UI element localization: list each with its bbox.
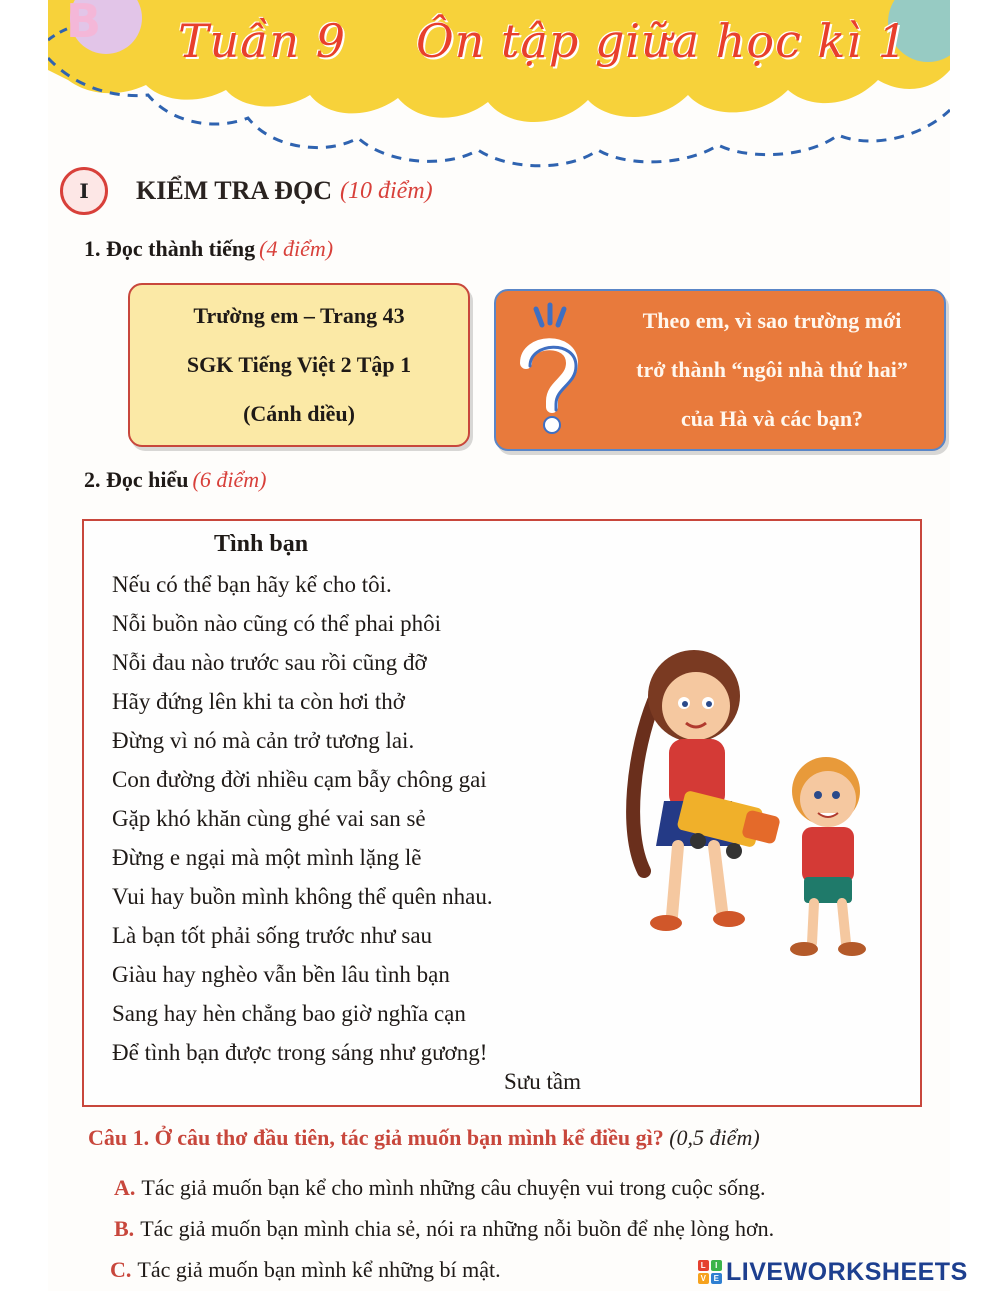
logo-letter: E — [711, 1273, 722, 1284]
part1-label: 1. Đọc thành tiếng — [84, 236, 256, 261]
corner-letter: B — [66, 0, 102, 48]
question-mark-icon — [514, 301, 584, 441]
poem-line: Là bạn tốt phải sống trước như sau — [112, 923, 433, 948]
part1-heading — [84, 236, 333, 262]
liveworksheets-watermark — [698, 1257, 968, 1287]
reading-line-3: (Cánh diều) — [243, 401, 355, 427]
logo-letter: I — [711, 1260, 722, 1271]
option-c-letter: C. — [110, 1257, 132, 1282]
section-number-badge: I — [60, 167, 108, 215]
option-a-text: Tác giả muốn bạn kể cho mình những câu chuyện vui trong cuộc sống. — [141, 1175, 766, 1200]
reading-line-2: SGK Tiếng Việt 2 Tập 1 — [186, 351, 412, 377]
title-label: Ôn tập giữa học kì 1 — [416, 14, 908, 68]
question-1-text: Câu 1. Ở câu thơ đầu tiên, tác giả muốn bạn mình kể điều gì? — [88, 1125, 664, 1150]
poem-line: Hãy đứng lên khi ta còn hơi thở — [112, 689, 405, 714]
option-c-text: Tác giả muốn bạn mình kể những bí mật. — [137, 1257, 501, 1282]
children-illustration — [614, 631, 904, 961]
section-heading — [60, 168, 433, 214]
poem-source: Sưu tầm — [504, 1069, 581, 1094]
option-a[interactable] — [114, 1175, 766, 1201]
poem-line: Sang hay hèn chẳng bao giờ nghĩa cạn — [112, 1001, 466, 1026]
logo-letter: V — [698, 1273, 709, 1284]
option-b-letter: B. — [114, 1216, 135, 1241]
option-c[interactable] — [110, 1257, 501, 1283]
worksheet-page — [48, 0, 950, 1291]
watermark-text: LIVEWORKSHEETS — [726, 1257, 968, 1286]
part2-label: 2. Đọc hiểu — [84, 467, 189, 492]
question-line-1: Theo em, vì sao trường mới — [642, 308, 902, 334]
oral-question-box — [494, 289, 946, 451]
poem-title: Tình bạn — [214, 531, 309, 557]
poem-line: Con đường đời nhiều cạm bẫy chông gai — [112, 767, 487, 792]
poem-line: Đừng vì nó mà cản trở tương lai. — [112, 728, 415, 753]
page-title — [178, 14, 938, 68]
poem-line: Giàu hay nghèo vẫn bền lâu tình bạn — [112, 962, 450, 987]
reading-assignment-box — [128, 283, 470, 447]
question-1-prompt — [88, 1125, 760, 1151]
poem-line: Để tình bạn được trong sáng như gương! — [112, 1040, 488, 1065]
part2-score: (6 điểm) — [192, 467, 267, 492]
part2-heading — [84, 467, 266, 493]
section-score: (10 điểm) — [340, 177, 433, 204]
question-1-score: (0,5 điểm) — [669, 1125, 760, 1150]
poem-line: Nỗi đau nào trước sau rồi cũng đỡ — [112, 650, 427, 675]
option-a-letter: A. — [114, 1175, 136, 1200]
poem-line: Vui hay buồn mình không thể quên nhau. — [112, 884, 493, 909]
poem-line: Nỗi buồn nào cũng có thể phai phôi — [112, 611, 441, 636]
option-b-text: Tác giả muốn bạn mình chia sẻ, nói ra những nỗi buồn để nhẹ lòng hơn. — [140, 1216, 775, 1241]
week-label: Tuần 9 — [178, 14, 347, 68]
question-line-2: trở thành “ngôi nhà thứ hai” — [636, 356, 908, 382]
part1-score: (4 điểm) — [259, 236, 334, 261]
option-b[interactable] — [114, 1216, 774, 1242]
poem-line: Gặp khó khăn cùng ghé vai san sẻ — [112, 806, 426, 831]
poem-lines — [112, 565, 493, 1072]
poem-line: Đừng e ngại mà một mình lặng lẽ — [112, 845, 422, 870]
reading-line-1: Trường em – Trang 43 — [193, 302, 405, 328]
section-title: KIỂM TRA ĐỌC — [136, 176, 332, 205]
question-line-3: của Hà và các bạn? — [680, 405, 864, 431]
liveworksheets-logo-icon — [698, 1260, 722, 1284]
logo-letter: L — [698, 1260, 709, 1271]
poem-box — [82, 519, 922, 1107]
poem-line: Nếu có thể bạn hãy kể cho tôi. — [112, 572, 392, 597]
